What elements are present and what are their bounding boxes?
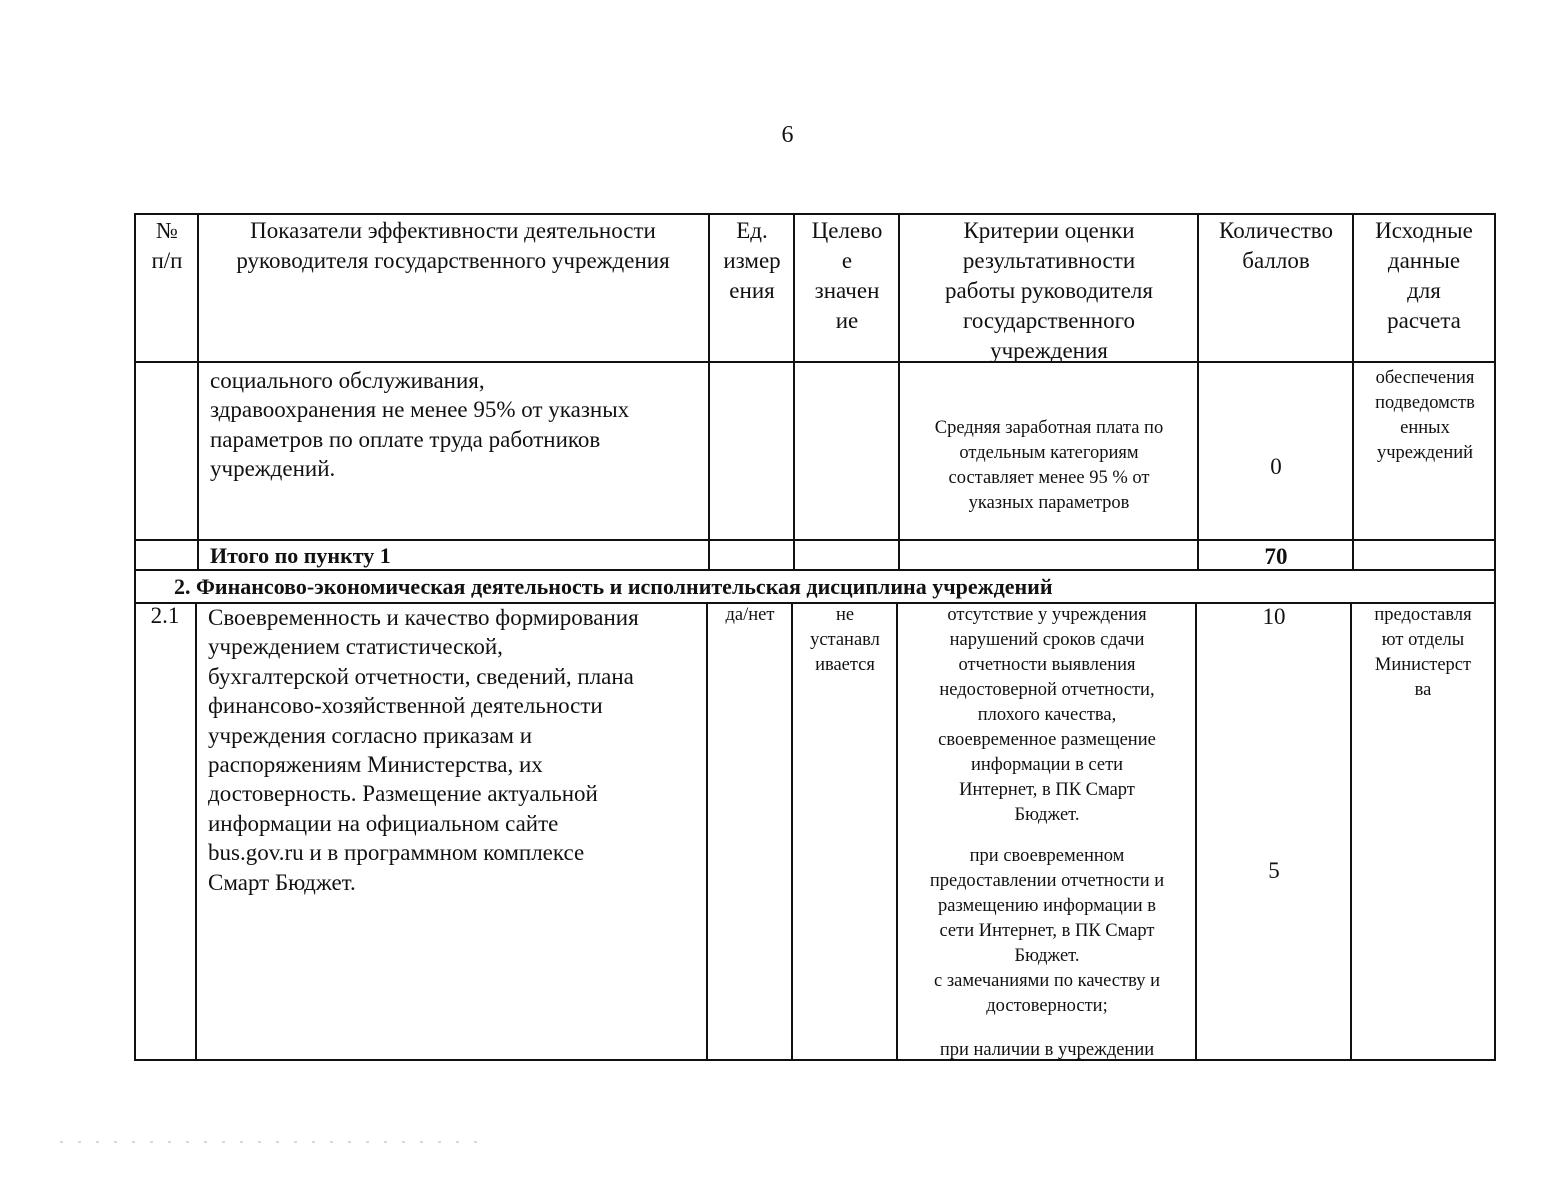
header-bottom-rule (134, 361, 1496, 363)
section-2-title: 2. Финансово-экономическая деятельность и исполнительская дисциплина учреждений (174, 574, 1053, 599)
table-border-top (134, 213, 1496, 215)
col-divider-1b (195, 603, 197, 1060)
header-points: Количество баллов (1219, 218, 1333, 273)
continuation-source-text: обеспечения подведомств енных учреждений (1375, 368, 1475, 463)
header-num: № п/п (151, 218, 183, 273)
header-unit: Ед. измер ения (723, 218, 781, 303)
table-border-bottom (134, 1059, 1496, 1061)
continuation-indicator-text: социального обслуживания, здравоохранения не менее 95% от указных параметров по оплате труда работников учреждений. (210, 368, 630, 482)
row-2-1-target: не устанавл ивается (810, 605, 880, 675)
total-row-points: 70 (1264, 544, 1288, 569)
row-2-1-criteria-3: при наличии в учреждении (939, 1040, 1155, 1060)
row-2-1-points-1: 10 (1262, 604, 1286, 629)
total-row-label: Итого по пункту 1 (210, 543, 391, 568)
header-source: Исходные данные для расчета (1375, 218, 1473, 333)
col-divider-2b (706, 603, 708, 1060)
continuation-row-bottom-rule (134, 539, 1496, 541)
header-target: Целево е значен ие (811, 218, 883, 333)
header-criteria: Критерии оценки результативности работы руководителя государственного учреждения (945, 218, 1153, 363)
table-border-right (1494, 213, 1496, 1061)
header-indicator: Показатели эффективности деятельности руководителя государственного учреждения (236, 218, 670, 273)
row-2-1-criteria-1: отсутствие у учреждения нарушений сроков сдачи отчетности выявления недостоверной отчетности, плохого качества, своевременное размещение информации в сети Интернет, в ПК Смарт Бюджет. (938, 605, 1156, 825)
row-2-1-points-2: 5 (1268, 858, 1280, 883)
table-border-left (134, 213, 136, 1061)
row-2-1-indicator-text: Своевременность и качество формирования учреждением статистической, бухгалтерской отчетности, сведений, плана финансово-хозяйственной деятельности учреждения согласно приказам и распоряжениям Министерства, их достоверность. Размещение актуальной информации на официальном сайте bus.gov.ru и в программном комплексе Смарт Бюджет. (208, 605, 639, 895)
continuation-points-value: 0 (1270, 454, 1282, 479)
scan-noise-dots (60, 1141, 490, 1143)
row-2-1-criteria-2: при своевременном предоставлении отчетности и размещению информации в сети Интернет, в ПК Смарт Бюджет. с замечаниями по качеству и достоверности; (929, 846, 1165, 1016)
row-2-1-unit: да/нет (725, 605, 775, 625)
page-number: 6 (781, 122, 794, 148)
row-2-1-source-text: предоставля ют отделы Министерст ва (1374, 605, 1472, 700)
continuation-criteria-text: Средняя заработная плата по отдельным категориям составляет менее 95 % от указных параметров (934, 418, 1164, 513)
row-2-1-number: 2.1 (150, 603, 180, 628)
